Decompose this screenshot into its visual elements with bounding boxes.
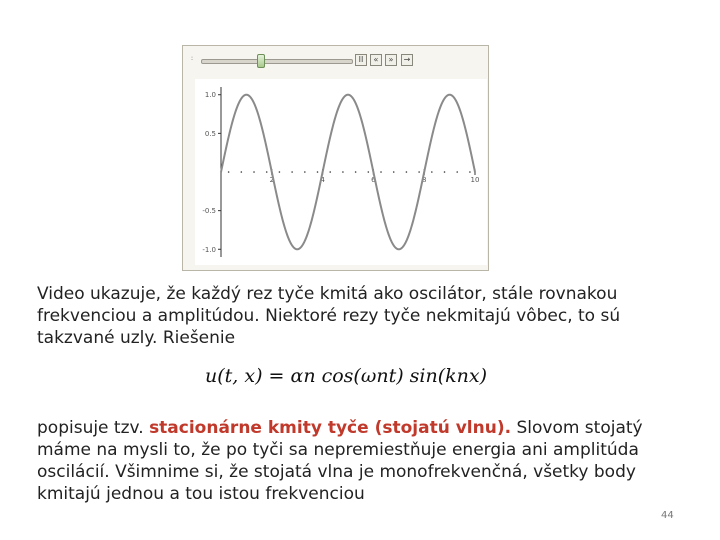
animation-player xyxy=(182,45,489,271)
x-axis-dot xyxy=(291,171,293,173)
y-tick-label: 1.0 xyxy=(204,91,216,100)
x-axis-dot xyxy=(253,171,255,173)
x-axis-dot xyxy=(431,171,433,173)
slide-text xyxy=(37,283,677,349)
x-axis-dot xyxy=(329,171,331,173)
x-axis-dot xyxy=(418,171,420,173)
x-axis-dot xyxy=(456,171,458,173)
x-axis-dot xyxy=(241,171,243,173)
speed-slider-thumb[interactable] xyxy=(257,54,265,68)
x-tick-label: 4 xyxy=(320,176,325,184)
formula xyxy=(205,365,487,395)
standing-wave-line xyxy=(221,95,475,250)
x-axis-dot xyxy=(279,171,281,173)
x-axis-dot xyxy=(228,171,230,173)
x-tick-label: 6 xyxy=(371,176,376,184)
paragraph-explanation xyxy=(37,417,677,505)
paragraph-intro: Video ukazuje, že každý rez tyče kmitá ako oscilátor, stále rovnakou frekvenciou a amplitúdou. Niektoré rezy tyče nekmitajú vôbec, to sú takzvané uzly. Riešenie xyxy=(37,284,621,348)
highlight-standing-wave: stacionárne kmity tyče (stojatú vlnu). xyxy=(149,418,512,438)
faster-button[interactable]: » xyxy=(385,54,397,66)
plot-area xyxy=(195,79,487,265)
x-tick-label: 10 xyxy=(470,176,480,184)
paragraph-explanation-end: Slovom stojatý máme na mysli to, že po tyči sa nepremiestňuje energia ani amplitúda oscilácií. Všimnime si, že stojatá vlna je monofrekvenčná, všetky body kmitajú jednou a tou istou frekvenciou xyxy=(37,418,643,504)
formula-text: u(t, x) = αn cos(ωnt) sin(knx) xyxy=(205,365,488,387)
x-axis-dot xyxy=(317,171,319,173)
x-axis-dot xyxy=(368,171,370,173)
x-axis-dot xyxy=(380,171,382,173)
direction-button[interactable]: → xyxy=(401,54,413,66)
x-axis-dot xyxy=(304,171,306,173)
speed-slider-track[interactable] xyxy=(201,59,353,64)
y-tick-label: -1.0 xyxy=(202,245,216,254)
page-number: 44 xyxy=(661,510,674,521)
slower-button[interactable]: « xyxy=(370,54,382,66)
pause-button[interactable]: II xyxy=(355,54,367,66)
y-tick-label: -0.5 xyxy=(202,207,216,216)
x-axis-dot xyxy=(342,171,344,173)
slider-label: : xyxy=(191,55,194,62)
x-axis-dot xyxy=(355,171,357,173)
x-tick-label: 2 xyxy=(269,176,275,184)
y-tick-label: 0.5 xyxy=(204,129,216,138)
x-axis-dot xyxy=(393,171,395,173)
x-axis-dot xyxy=(406,171,408,173)
x-axis-dot xyxy=(469,171,471,173)
player-controls xyxy=(183,46,490,74)
x-tick-label: 8 xyxy=(421,176,427,184)
x-axis-dot xyxy=(266,171,268,173)
standing-wave-plot xyxy=(195,79,487,265)
x-axis-dot xyxy=(444,171,446,173)
paragraph-explanation-start: popisuje tzv. xyxy=(37,418,150,438)
